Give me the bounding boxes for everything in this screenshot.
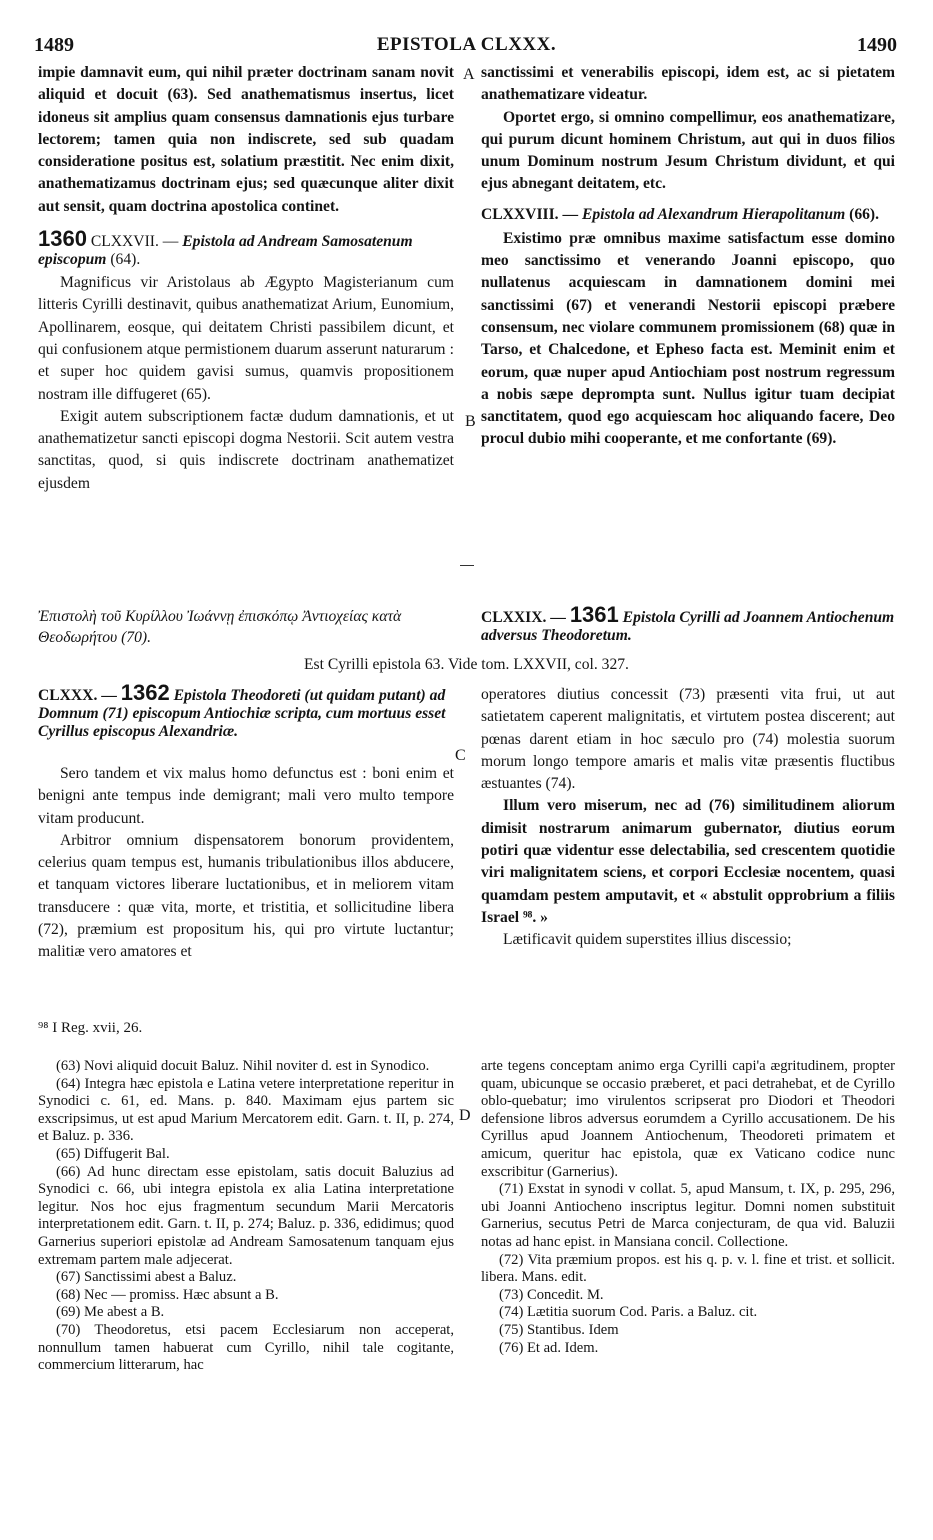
paragraph: Exigit autem subscriptionem factæ dudum damnationis, et ut anathematizetur sancti episcopi dogma Nestorii. Scit autem vestra sanctitas, quod, si quis indiscrete doctrinam anathematizet ejusdem (38, 407, 454, 492)
heading-note-ref: (66). (845, 205, 880, 223)
heading-number: CLXXVIII. — (481, 205, 582, 223)
note: (65) Diffugerit Bal. (56, 1145, 170, 1162)
top-right-column (481, 62, 895, 451)
note: (70) Theodoretus, etsi pacem Ecclesiarum non acceperat, nonnullum tamen habuerat cum Cyrillo, nihil tale cogitante, commercium litterarum, hac (38, 1321, 454, 1374)
paragraph: Arbitror omnium dispensatorem bonorum providentem, celerius quam tempus est, humanis tribulationibus illos abducere, et tanquam victores liberare luctationibus, et in meliorem vitam transducere : quæ vita, morte, et tristitia, et sollicitudine libera (72), præmium est propositum his, qui pro virtute luctantur; malitiæ vero amatores et (38, 831, 454, 961)
note: (66) Ad hunc directam esse epistolam, satis docuit Baluzius ad Synodici c. 66, ubi integra epistola ex alia Latina interpretatione legitur. Nos hoc ejus fragmentum secundum Marii Mercatoris interpretationem edit. Garn. t. II, p. 274; Baluz. p. 336, edidimus; quod Garnerius superiori epistolæ ad Andream Samosatenum tanquam ejus extremam partem male adjecerat. (38, 1163, 454, 1268)
note: (76) Et ad. Idem. (499, 1339, 599, 1356)
page-number-right: 1490 (857, 34, 897, 56)
scripture-footnote: ⁹⁸ I Reg. xvii, 26. (38, 1020, 143, 1036)
note: (73) Concedit. M. (499, 1286, 604, 1303)
margin-letter-d: D (459, 1107, 471, 1124)
heading-title: Epistola Cyrilli ad Joannem Antiochenum adversus Theodoretum. (481, 609, 895, 644)
heading-number: CLXXIX. — (481, 609, 570, 626)
paragraph: sanctissimi et venerabilis episcopi, idem est, ac si pietatem anathematizare videatur. (481, 64, 895, 104)
notes-right-column (481, 1058, 895, 1357)
heading-title: Epistola ad Andream Samosatenum episcopum (38, 233, 413, 269)
paragraph: Sero tandem et vix malus homo defunctus est : boni enim et benigni ante tempus inde demigrant; mali vero multo tempore vitam producunt. (38, 765, 454, 827)
heading-title: Epistola Theodoreti (ut quidam putant) ad Domnum (71) episcopum Antiochiæ scripta, cum mortuus esset Cyrillus episcopus Alexandriæ. (38, 687, 446, 740)
column-number: 1360 (38, 226, 87, 252)
note: (69) Me abest a B. (56, 1304, 165, 1321)
greek-title: Ἐπιστολὴ τοῦ Κυρίλλου Ἰωάννῃ ἐπισκόπῳ Ἀντιοχείας κατὰ Θεοδωρήτου (70). (38, 608, 402, 646)
note: (74) Lætitia suorum Cod. Paris. a Baluz. cit. (499, 1304, 758, 1321)
heading-note-ref: (64). (106, 251, 141, 269)
page-number-left: 1489 (34, 34, 74, 56)
note: (64) Integra hæc epistola e Latina vetere interpretatione reperitur in Synodici c. 61, ed. Mans. p. 840. Maximam ejus partem sic exscripsimus, ut est apud Marium Mercatorem edit. Garn. t. II, p. 274, et Baluz. p. 336. (38, 1075, 454, 1145)
top-left-column (38, 62, 454, 495)
letter-heading-clxxx (38, 680, 454, 741)
greek-heading (38, 606, 454, 648)
margin-letter-b: B (465, 413, 476, 430)
notes-left-column (38, 1058, 454, 1375)
heading-title: Epistola ad Alexandrum Hierapolitanum (581, 205, 846, 223)
lower-right-column (481, 684, 895, 952)
paragraph: Existimo præ omnibus maxime satisfactum esse domino meo sanctissimo et venerando Joanni episcopo, quo nullatenus acquiescam in damnationem domini mei sanctissimi (67) et venerandi Nestorii episcopi præbere consensum, nec violare communem promissionem (68) quæ in Tarso, et Chalcedone, et Epheso facta est. Meminit enim et eorum, quæ nuper apud Antiochiam post nostrum regressum a nobis sæpe deprompta sunt. Nullus igitur tuam decipiat sanctitatem, quod ego acquiescam hoc aliquando facere, Deo procul dubio mihi cooperante, et me confortante (69). (481, 229, 895, 448)
note: (72) Vita præmium propos. est his q. p. v. l. fine et trist. et sollicit. libera. Mans. edit. (481, 1251, 895, 1286)
cross-reference-line: Est Cyrilli epistola 63. Vide tom. LXXVII, col. 327. (304, 656, 629, 673)
note: (71) Exstat in synodi v collat. 5, apud Mansum, t. IX, p. 295, 296, ubi Joanni Antiocheno inscriptus legitur. Domni nomen substituit Garnerius, secutus Petri de Marca conjecturam, de qua vid. Baluzii notas ad hanc epist. in Mansiana concil. Collectione. (481, 1181, 895, 1250)
column-number: 1362 (120, 680, 170, 705)
letter-heading-clxxvii (38, 226, 454, 269)
paragraph: Illum vero miserum, nec ad (76) similitudinem aliorum dimisit nostrarum animarum gubernator, diutius eorum potiri quæ videntur esse delectabilia, sed crescentem quotidie viri malignitatem sciens, et corpori Ecclesiæ nocentem, quasi quamdam pestem amputavit, et « abstulit opprobrium a filiis Israel ⁹⁸. » (481, 797, 895, 926)
paragraph: Lætificavit quidem superstites illius discessio; (503, 931, 792, 949)
margin-letter-a: A (463, 66, 475, 83)
lower-left-column (38, 680, 454, 964)
heading-number: CLXXX. — (38, 687, 121, 704)
note: (75) Stantibus. Idem (499, 1321, 619, 1338)
letter-heading-clxxix (481, 602, 895, 645)
running-title: EPISTOLA CLXXX. (376, 34, 557, 55)
paragraph: Magnificus vir Aristolaus ab Ægypto Magisterianum cum litteris Cyrilli destinavit, quibus anathematizat Arium, Eunomium, Apollinarem, eosque, qui deitatem Christi passibilem dicunt, et qui confusionem atque permistionem duarum asserunt naturarum : et super hoc quidem gavisi sumus, quamvis propositionem nostram ille diffugeret (65). (38, 274, 454, 403)
paragraph: impie damnavit eum, qui nihil præter doctrinam sanam novit aliquid et docuit (63). Sed anathematismus insertus, licet idoneus sit amplius quam consensus damnationis ejus turbare lectorem; tamen quia non indiscrete, sed sub quadam consideratione positus est, solatium præstitit. Nec enim dixit, anathematizamus doctrinam ejus; sed quæcunque aliter dixit aut sensit, quam doctrina apostolica continet. (38, 64, 454, 215)
heading-number: CLXXVII. — (90, 233, 183, 251)
note: (67) Sanctissimi abest a Baluz. (56, 1269, 237, 1286)
margin-letter-c: C (455, 747, 466, 764)
column-rule (460, 565, 474, 566)
note: arte tegens conceptam animo erga Cyrilli capi'a ægritudinem, propter quam, ubicunque se occasio præberet, et paci detrahebat, et de Cyrillo oblo-quebatur; imo virulentos scripserat pro Diodori et Theodori defensione libros adversus eorumdem a Cyrillo accusationem. De his Cyrillus apud Joannem Antiochenum, Theodoreti primatem et amicum, queritur hac epistola, quæ ex Vaticano codice nunc exscribitur (Garnerius). (481, 1058, 895, 1180)
note: (63) Novi aliquid docuit Baluz. Nihil noviter d. est in Synodico. (56, 1058, 430, 1074)
column-number: 1361 (569, 602, 619, 627)
note: (68) Nec — promiss. Hæc absunt a B. (56, 1286, 279, 1303)
paragraph: Oportet ergo, si omnino compellimur, eos anathematizare, qui purum dicunt hominem Christum, aut qui in duos filios unum Dominum nostrum Jesum Christum dividunt, et qui ejus abnegant deitatem, etc. (481, 108, 895, 193)
letter-heading-clxxviii (481, 206, 895, 224)
paragraph: operatores diutius concessit (73) præsenti vita frui, ut aut satietatem caperent malignitatis, et virtutem postea discerent; aut pœnas darent etiam in hoc sæculo pro (74) molestia suorum morum longo tempore amaris et malis vitæ præsentis fluctibus æstuantes (74). (481, 686, 895, 793)
